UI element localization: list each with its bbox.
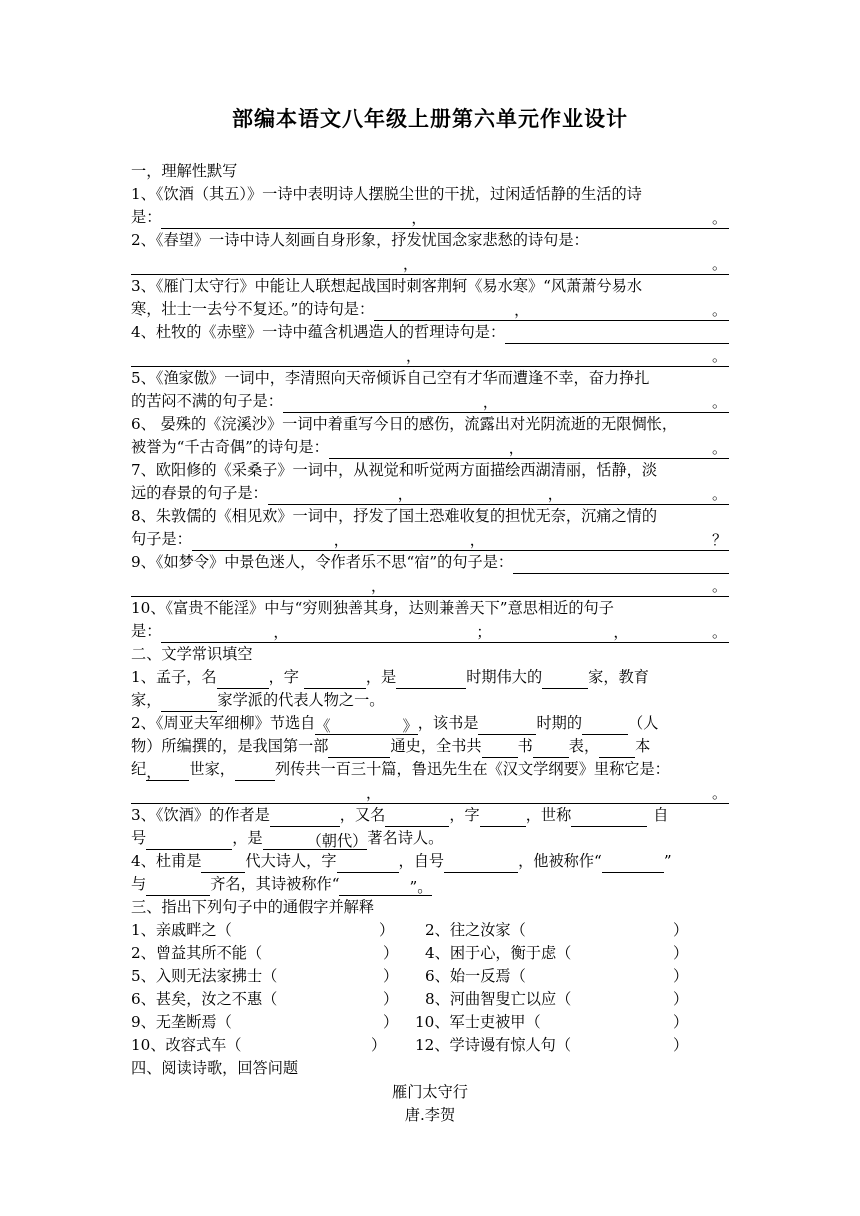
- poem-title: 雁门太守行: [392, 1083, 468, 1101]
- s2-q2-book-blank[interactable]: 《 》: [315, 717, 418, 735]
- q1-blank[interactable]: ， 。: [161, 209, 729, 229]
- q5-prompt: 5、《渔家傲》一词中，李清照向天帝倾诉自己空有才华而遭逢不幸，奋力挣扎: [131, 369, 650, 387]
- q3-answer-row: [131, 298, 729, 321]
- q2-prompt: 2、《春望》一诗中诗人刻画自身形象，抒发忧国念家悲愁的诗句是：: [131, 231, 589, 249]
- tongjia-row: 6、甚矣，汝之不惠（ ） 8、河曲智叟亡以应（ ）: [131, 990, 689, 1008]
- s2-q4-blank-peer[interactable]: [146, 876, 210, 896]
- q5-blank[interactable]: ， 。: [283, 393, 729, 413]
- tongjia-row: 1、亲戚畔之（ ） 2、往之汝家（ ）: [131, 921, 689, 939]
- s2-q1-blank-name[interactable]: [217, 669, 269, 689]
- s2-q2-blank-biao[interactable]: [533, 738, 569, 758]
- s2-q2-answer-row: [131, 781, 729, 804]
- section-2-heading: 二、文学常识填空: [131, 645, 253, 663]
- q8-answer-row: [131, 528, 729, 551]
- s2-q3-blank-hao[interactable]: [146, 830, 232, 850]
- q8-prompt: 8、朱敦儒的《相见欢》一词中，抒发了国土恐难收复的担忧无奈，沉痛之情的: [131, 507, 658, 525]
- s2-q1-blank-role[interactable]: [542, 669, 588, 689]
- q9-blank-2[interactable]: ， 。: [131, 577, 729, 597]
- q5-prompt-cont: 的苦闷不满的句子是：: [131, 392, 283, 410]
- s2-q4-blank-dynasty[interactable]: [201, 853, 245, 873]
- s2-q4-blank-poems[interactable]: [339, 876, 409, 896]
- q4-prompt: 4、杜牧的《赤壁》一诗中蕴含机遇造人的哲理诗句是：: [131, 323, 506, 341]
- tongjia-list: [131, 919, 731, 1057]
- q1-answer-row: [131, 206, 729, 229]
- s2-q2-blank-person[interactable]: [582, 715, 628, 735]
- s2-q2-blank-liezhuan[interactable]: [235, 761, 275, 781]
- s2-q3-blank-author[interactable]: [270, 807, 340, 827]
- section-1-heading: 一，理解性默写: [131, 162, 238, 180]
- s2-q3-blank-title[interactable]: [571, 807, 647, 827]
- q9-prompt-row: [131, 551, 729, 574]
- s2-q3-blank-dynasty[interactable]: （朝代）: [263, 830, 368, 850]
- q6-blank[interactable]: ， 。: [329, 439, 729, 459]
- page-title: 部编本语文八年级上册第六单元作业设计: [232, 107, 628, 131]
- s2-q3-blank-zi[interactable]: [480, 807, 526, 827]
- q10-answer-row: [131, 620, 729, 643]
- s2-q2-line-3: 纪， 世家， 列传共一百三十篇，鲁迅先生在《汉文学纲要》里称它是：: [131, 760, 670, 781]
- q6-prompt-cont: 被誉为“千古奇偶”的诗句是：: [131, 438, 329, 456]
- q4-prompt-row: [131, 321, 729, 344]
- s2-q4-blank-hao[interactable]: [444, 853, 518, 873]
- s2-q1-blank-school[interactable]: [161, 692, 217, 712]
- s2-q3-line-2: 号 ，是 （朝代）著名诗人。: [131, 829, 444, 850]
- s2-q2-blank-quote[interactable]: ， 。: [131, 784, 729, 804]
- tongjia-row: 2、曾益其所不能（ ） 4、困于心，衡于虑（ ）: [131, 944, 689, 962]
- q10-prompt: 10、《富贵不能淫》中与“穷则独善其身，达则兼善天下”意思相近的句子: [131, 599, 614, 617]
- q9-blank-1[interactable]: [513, 554, 729, 574]
- s2-q2-ji-comma: ，: [146, 763, 162, 781]
- q10-prompt-cont: 是：: [131, 622, 162, 640]
- s2-q2-blank-era[interactable]: [478, 715, 536, 735]
- section-4-heading: 四、阅读诗歌，回答问题: [131, 1059, 299, 1077]
- s2-q2-line-1: 2、《周亚夫军细柳》节选自《 》，该书是 时期的 （人: [131, 714, 659, 735]
- tongjia-row: 10、改容式车（ ） 12、学诗谩有惊人句（ ）: [131, 1036, 689, 1054]
- s2-q2-blank-benji[interactable]: [599, 738, 635, 758]
- q4-blank-1[interactable]: [505, 324, 729, 344]
- s2-q3-line-1: 3、《饮酒》的作者是 ，又名 ，字 ，世称 自: [131, 804, 729, 827]
- q2-answer-row: [131, 252, 729, 275]
- s2-q2-blank-shijia[interactable]: [161, 761, 189, 781]
- q9-answer-row: [131, 574, 729, 597]
- s2-q3-blank-alias[interactable]: [385, 807, 449, 827]
- q9-prompt: 9、《如梦令》中景色迷人，令作者乐不思“宿”的句子是：: [131, 553, 514, 571]
- s2-q2-blank-type[interactable]: [328, 738, 390, 758]
- s2-q1-line-1: 1、孟子，名 ，字 ，是 时期伟大的 家，教育: [131, 666, 729, 689]
- q8-prompt-cont: 句子是：: [131, 530, 192, 548]
- q5-answer-row: [131, 390, 729, 413]
- s2-q2-line-2: 物）所编撰的，是我国第一部 通史，全书共 书 表， 本: [131, 735, 729, 758]
- poem-author: 唐.李贺: [404, 1106, 456, 1124]
- tongjia-row: 9、无垄断焉（ ） 10、军士吏被甲（ ）: [131, 1013, 689, 1031]
- q6-prompt: 6、 晏殊的《浣溪沙》一词中着重写今日的感伤，流露出对光阴流逝的无限惆怅，: [131, 415, 678, 433]
- s2-q1-line-2: 家， 家学派的代表人物之一。: [131, 689, 729, 712]
- q3-blank[interactable]: ， 。: [374, 301, 729, 321]
- q4-answer-row: [131, 344, 729, 367]
- q7-prompt: 7、欧阳修的《采桑子》一词中，从视觉和听觉两方面描绘西湖清丽，恬静，淡: [131, 461, 658, 479]
- q7-prompt-cont: 远的春景的句子是：: [131, 484, 268, 502]
- s2-q2-blank-shu[interactable]: [482, 738, 518, 758]
- q2-blank[interactable]: ， 。: [131, 255, 729, 275]
- q10-blank[interactable]: ， ； ， 。: [161, 623, 729, 643]
- q3-prompt-cont: 寒，壮士一去兮不复还。”的诗句是：: [131, 300, 375, 318]
- tongjia-row: 5、入则无法家拂士（ ） 6、始一反焉（ ）: [131, 967, 689, 985]
- s2-q1-blank-zi[interactable]: [304, 669, 366, 689]
- q8-blank[interactable]: ， ， ？: [192, 531, 729, 551]
- q6-answer-row: [131, 436, 729, 459]
- q7-answer-row: [131, 482, 729, 505]
- s2-q1-blank-era[interactable]: [396, 669, 466, 689]
- q7-blank[interactable]: ， ， 。: [268, 485, 729, 505]
- section-3-heading: 三、指出下列句子中的通假字并解释: [131, 898, 374, 916]
- s2-q4-line-2: 与 齐名，其诗被称作“ ”。: [131, 875, 433, 896]
- s2-q4-line-1: 4、杜甫是 代大诗人，字 ，自号 ，他被称作“ ”: [131, 850, 729, 873]
- q3-prompt: 3、《雁门太守行》中能让人联想起战国时刺客荆轲《易水寒》“风萧萧兮易水: [131, 277, 643, 295]
- s2-q4-close-quote: ”。: [409, 878, 433, 896]
- q1-prompt: 1、《饮酒（其五）》一诗中表明诗人摆脱尘世的干扰，过闲适恬静的生活的诗: [131, 185, 642, 203]
- q1-prompt-cont: 是：: [131, 208, 162, 226]
- q4-blank-2[interactable]: ， 。: [131, 347, 729, 367]
- s2-q4-blank-title[interactable]: [602, 853, 664, 873]
- s2-q4-blank-zi[interactable]: [337, 853, 399, 873]
